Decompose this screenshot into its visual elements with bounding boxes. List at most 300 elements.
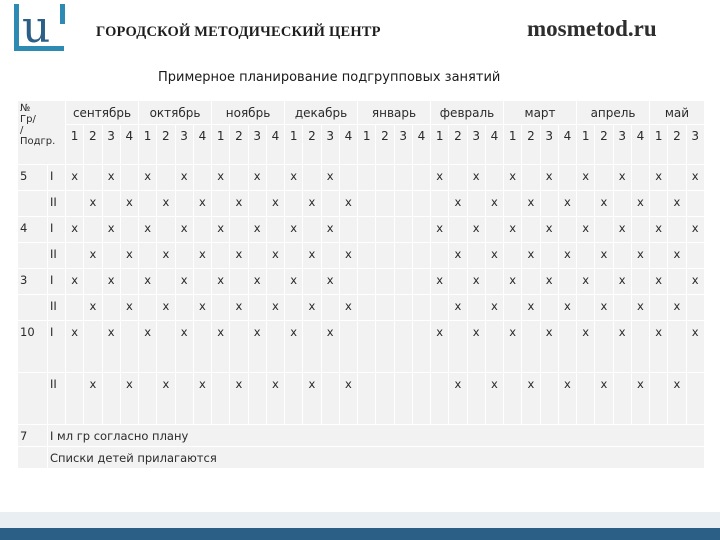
week-number: 2 <box>595 125 613 165</box>
plan-cell <box>686 243 704 269</box>
plan-cell <box>485 217 503 243</box>
plan-mark: х <box>650 321 668 373</box>
week-number: 1 <box>139 125 157 165</box>
plan-cell <box>358 321 376 373</box>
plan-mark: х <box>650 165 668 191</box>
plan-cell <box>412 217 430 243</box>
plan-mark: х <box>175 217 193 243</box>
plan-cell <box>157 217 175 243</box>
plan-cell <box>66 191 84 217</box>
plan-cell <box>266 217 284 243</box>
plan-cell <box>230 321 248 373</box>
note-row <box>18 447 705 469</box>
plan-mark: х <box>595 373 613 425</box>
plan-mark: х <box>431 269 449 295</box>
plan-cell <box>522 165 540 191</box>
plan-cell <box>285 295 303 321</box>
plan-mark: х <box>686 217 704 243</box>
subgroup-number: I <box>48 217 66 243</box>
week-number: 3 <box>248 125 266 165</box>
plan-mark: х <box>193 191 211 217</box>
plan-cell <box>412 321 430 373</box>
plan-cell <box>175 243 193 269</box>
plan-cell <box>394 373 412 425</box>
plan-mark: х <box>157 191 175 217</box>
plan-cell <box>595 269 613 295</box>
plan-cell <box>120 217 138 243</box>
plan-cell <box>449 165 467 191</box>
group-number: 4 <box>18 217 48 243</box>
plan-mark: х <box>120 191 138 217</box>
plan-mark: х <box>303 295 321 321</box>
plan-mark: х <box>522 373 540 425</box>
plan-cell <box>285 191 303 217</box>
plan-cell <box>504 373 522 425</box>
plan-cell <box>394 243 412 269</box>
plan-mark: х <box>577 321 595 373</box>
plan-mark: х <box>212 321 230 373</box>
plan-cell <box>175 295 193 321</box>
plan-mark: х <box>175 165 193 191</box>
week-number: 4 <box>193 125 211 165</box>
plan-cell <box>212 373 230 425</box>
group-number <box>18 191 48 217</box>
plan-cell <box>467 191 485 217</box>
subgroup-number: I <box>48 165 66 191</box>
plan-cell <box>668 321 686 373</box>
plan-mark: х <box>668 295 686 321</box>
plan-cell <box>431 243 449 269</box>
plan-mark: х <box>102 165 120 191</box>
plan-mark: х <box>139 269 157 295</box>
plan-mark: х <box>84 243 102 269</box>
week-number: 4 <box>631 125 649 165</box>
plan-cell <box>212 295 230 321</box>
plan-cell <box>540 191 558 217</box>
plan-mark: х <box>668 373 686 425</box>
plan-cell <box>431 373 449 425</box>
week-number: 1 <box>358 125 376 165</box>
week-number: 3 <box>686 125 704 165</box>
plan-cell <box>577 373 595 425</box>
plan-mark: х <box>485 373 503 425</box>
plan-mark: х <box>431 321 449 373</box>
plan-mark: х <box>285 217 303 243</box>
week-number: 3 <box>467 125 485 165</box>
plan-cell <box>431 295 449 321</box>
week-number: 2 <box>522 125 540 165</box>
plan-cell <box>303 269 321 295</box>
plan-cell <box>102 373 120 425</box>
note-text: Списки детей прилагаются <box>48 447 705 469</box>
plan-mark: х <box>449 295 467 321</box>
plan-cell <box>613 243 631 269</box>
plan-mark: х <box>339 243 357 269</box>
plan-cell <box>522 217 540 243</box>
plan-cell <box>522 321 540 373</box>
group-number: 10 <box>18 321 48 373</box>
plan-cell <box>84 321 102 373</box>
plan-mark: х <box>467 165 485 191</box>
plan-cell <box>595 321 613 373</box>
plan-cell <box>686 373 704 425</box>
plan-cell <box>266 165 284 191</box>
plan-cell <box>230 269 248 295</box>
plan-mark: х <box>485 295 503 321</box>
week-number: 2 <box>230 125 248 165</box>
month-header: апрель <box>577 101 650 125</box>
plan-mark: х <box>285 269 303 295</box>
table-row <box>18 217 705 243</box>
plan-cell <box>540 295 558 321</box>
plan-mark: х <box>66 269 84 295</box>
plan-mark: х <box>449 243 467 269</box>
plan-cell <box>193 321 211 373</box>
month-header: октябрь <box>139 101 212 125</box>
plan-mark: х <box>84 295 102 321</box>
plan-mark: х <box>558 295 576 321</box>
plan-mark: х <box>248 269 266 295</box>
plan-mark: х <box>84 373 102 425</box>
plan-mark: х <box>577 217 595 243</box>
plan-mark: х <box>577 165 595 191</box>
plan-cell <box>248 191 266 217</box>
plan-cell <box>394 165 412 191</box>
plan-cell <box>631 269 649 295</box>
footer-band <box>0 512 720 528</box>
plan-mark: х <box>504 269 522 295</box>
plan-mark: х <box>266 191 284 217</box>
plan-mark: х <box>650 217 668 243</box>
plan-cell <box>449 321 467 373</box>
plan-mark: х <box>613 269 631 295</box>
plan-cell <box>303 217 321 243</box>
plan-cell <box>394 295 412 321</box>
plan-mark: х <box>321 217 339 243</box>
plan-mark: х <box>139 321 157 373</box>
plan-cell <box>139 191 157 217</box>
plan-cell <box>193 269 211 295</box>
subgroup-number: II <box>48 373 66 425</box>
plan-cell <box>139 373 157 425</box>
plan-cell <box>394 269 412 295</box>
plan-cell <box>668 269 686 295</box>
plan-cell <box>358 269 376 295</box>
table-row <box>18 321 705 373</box>
plan-cell <box>376 165 394 191</box>
plan-mark: х <box>504 321 522 373</box>
plan-cell <box>248 373 266 425</box>
week-number: 1 <box>504 125 522 165</box>
plan-mark: х <box>212 217 230 243</box>
plan-mark: х <box>540 165 558 191</box>
plan-cell <box>321 295 339 321</box>
plan-cell <box>212 243 230 269</box>
plan-cell <box>102 191 120 217</box>
plan-mark: х <box>595 191 613 217</box>
plan-mark: х <box>175 269 193 295</box>
plan-mark: х <box>540 321 558 373</box>
plan-cell <box>339 321 357 373</box>
plan-cell <box>230 165 248 191</box>
plan-mark: х <box>248 165 266 191</box>
plan-cell <box>120 165 138 191</box>
note-row <box>18 425 705 447</box>
week-number: 2 <box>449 125 467 165</box>
plan-cell <box>412 373 430 425</box>
month-header: февраль <box>431 101 504 125</box>
subgroup-number: II <box>48 243 66 269</box>
plan-cell <box>376 373 394 425</box>
plan-mark: х <box>157 295 175 321</box>
plan-cell <box>412 269 430 295</box>
plan-mark: х <box>321 321 339 373</box>
plan-mark: х <box>139 165 157 191</box>
document-title: Примерное планирование подгрупповых занятий <box>158 70 501 85</box>
plan-cell <box>412 243 430 269</box>
plan-mark: х <box>631 243 649 269</box>
group-number <box>18 373 48 425</box>
plan-cell <box>376 321 394 373</box>
org-name: ГОРОДСКОЙ МЕТОДИЧЕСКИЙ ЦЕНТР <box>96 24 381 40</box>
plan-mark: х <box>266 295 284 321</box>
plan-mark: х <box>230 373 248 425</box>
footer-bar <box>0 528 720 540</box>
plan-cell <box>540 373 558 425</box>
plan-mark: х <box>467 269 485 295</box>
plan-cell <box>595 165 613 191</box>
plan-cell <box>613 191 631 217</box>
week-number: 1 <box>212 125 230 165</box>
table-row <box>18 373 705 425</box>
plan-cell <box>449 269 467 295</box>
plan-cell <box>84 269 102 295</box>
plan-cell <box>193 165 211 191</box>
plan-mark: х <box>139 217 157 243</box>
plan-cell <box>321 373 339 425</box>
group-number <box>18 447 48 469</box>
week-number: 1 <box>285 125 303 165</box>
plan-mark: х <box>193 295 211 321</box>
plan-cell <box>449 217 467 243</box>
week-number: 3 <box>102 125 120 165</box>
plan-mark: х <box>467 321 485 373</box>
plan-cell <box>613 295 631 321</box>
plan-mark: х <box>613 217 631 243</box>
plan-mark: х <box>522 243 540 269</box>
plan-cell <box>175 191 193 217</box>
week-number: 2 <box>157 125 175 165</box>
plan-cell <box>358 243 376 269</box>
plan-cell <box>504 191 522 217</box>
plan-mark: х <box>558 191 576 217</box>
plan-cell <box>339 217 357 243</box>
plan-mark: х <box>613 321 631 373</box>
plan-cell <box>358 165 376 191</box>
plan-cell <box>631 217 649 243</box>
group-number <box>18 295 48 321</box>
plan-cell <box>266 269 284 295</box>
plan-cell <box>66 373 84 425</box>
plan-mark: х <box>157 373 175 425</box>
plan-cell <box>339 269 357 295</box>
month-header: январь <box>358 101 431 125</box>
plan-cell <box>650 373 668 425</box>
plan-cell <box>285 243 303 269</box>
table-row <box>18 165 705 191</box>
week-number: 3 <box>321 125 339 165</box>
week-number: 4 <box>120 125 138 165</box>
plan-cell <box>303 165 321 191</box>
plan-cell <box>650 191 668 217</box>
week-number: 4 <box>412 125 430 165</box>
plan-cell <box>412 191 430 217</box>
plan-mark: х <box>230 243 248 269</box>
plan-mark: х <box>66 321 84 373</box>
plan-cell <box>650 295 668 321</box>
plan-mark: х <box>339 373 357 425</box>
plan-cell <box>595 217 613 243</box>
plan-cell <box>230 217 248 243</box>
plan-cell <box>84 217 102 243</box>
plan-cell <box>668 165 686 191</box>
plan-mark: х <box>193 243 211 269</box>
plan-cell <box>504 295 522 321</box>
plan-mark: х <box>212 165 230 191</box>
month-header: март <box>504 101 577 125</box>
plan-cell <box>358 191 376 217</box>
plan-cell <box>686 295 704 321</box>
table-row <box>18 191 705 217</box>
plan-mark: х <box>631 191 649 217</box>
plan-mark: х <box>102 321 120 373</box>
plan-mark: х <box>431 217 449 243</box>
plan-cell <box>248 243 266 269</box>
table-row <box>18 269 705 295</box>
site-url[interactable]: mosmetod.ru <box>527 16 657 41</box>
corner-label: № Гр/ / Подгр. <box>18 101 66 165</box>
plan-cell <box>303 321 321 373</box>
plan-mark: х <box>522 295 540 321</box>
plan-mark: х <box>120 243 138 269</box>
plan-mark: х <box>449 373 467 425</box>
table-row <box>18 295 705 321</box>
group-number: 3 <box>18 269 48 295</box>
plan-cell <box>631 165 649 191</box>
plan-mark: х <box>540 269 558 295</box>
plan-mark: х <box>321 269 339 295</box>
plan-cell <box>120 269 138 295</box>
plan-cell <box>321 191 339 217</box>
plan-cell <box>120 321 138 373</box>
plan-mark: х <box>303 191 321 217</box>
week-number: 4 <box>558 125 576 165</box>
plan-cell <box>558 269 576 295</box>
plan-mark: х <box>668 191 686 217</box>
plan-cell <box>540 243 558 269</box>
plan-cell <box>558 321 576 373</box>
plan-cell <box>157 165 175 191</box>
plan-cell <box>358 295 376 321</box>
week-number: 3 <box>175 125 193 165</box>
week-number: 1 <box>431 125 449 165</box>
plan-mark: х <box>577 269 595 295</box>
plan-mark: х <box>449 191 467 217</box>
plan-mark: х <box>467 217 485 243</box>
plan-mark: х <box>339 295 357 321</box>
plan-cell <box>339 165 357 191</box>
plan-cell <box>485 321 503 373</box>
week-number: 3 <box>613 125 631 165</box>
plan-cell <box>285 373 303 425</box>
plan-mark: х <box>558 373 576 425</box>
plan-mark: х <box>595 243 613 269</box>
plan-mark: х <box>230 295 248 321</box>
plan-cell <box>266 321 284 373</box>
plan-mark: х <box>303 373 321 425</box>
plan-mark: х <box>266 243 284 269</box>
month-header: май <box>650 101 705 125</box>
plan-mark: х <box>485 191 503 217</box>
week-number: 2 <box>376 125 394 165</box>
plan-mark: х <box>431 165 449 191</box>
plan-cell <box>102 295 120 321</box>
plan-mark: х <box>102 269 120 295</box>
plan-cell <box>522 269 540 295</box>
plan-cell <box>376 243 394 269</box>
plan-cell <box>358 217 376 243</box>
plan-cell <box>394 321 412 373</box>
plan-cell <box>212 191 230 217</box>
plan-mark: х <box>193 373 211 425</box>
plan-cell <box>467 373 485 425</box>
plan-mark: х <box>120 295 138 321</box>
plan-cell <box>467 243 485 269</box>
plan-cell <box>650 243 668 269</box>
plan-cell <box>157 321 175 373</box>
plan-cell <box>66 243 84 269</box>
plan-cell <box>686 191 704 217</box>
plan-cell <box>668 217 686 243</box>
plan-cell <box>412 165 430 191</box>
plan-cell <box>139 243 157 269</box>
plan-cell <box>394 217 412 243</box>
plan-cell <box>558 165 576 191</box>
plan-cell <box>193 217 211 243</box>
plan-mark: х <box>504 165 522 191</box>
plan-mark: х <box>266 373 284 425</box>
subgroup-number: II <box>48 191 66 217</box>
planning-table <box>17 100 705 469</box>
plan-mark: х <box>504 217 522 243</box>
plan-cell <box>613 373 631 425</box>
week-number: 4 <box>266 125 284 165</box>
group-number: 5 <box>18 165 48 191</box>
week-number: 3 <box>394 125 412 165</box>
plan-mark: х <box>631 295 649 321</box>
plan-cell <box>66 295 84 321</box>
plan-cell <box>175 373 193 425</box>
subgroup-number: I <box>48 321 66 373</box>
plan-mark: х <box>339 191 357 217</box>
mgmc-logo-icon: u <box>14 4 66 52</box>
plan-mark: х <box>248 321 266 373</box>
plan-cell <box>485 269 503 295</box>
plan-cell <box>84 165 102 191</box>
plan-cell <box>558 217 576 243</box>
plan-mark: х <box>303 243 321 269</box>
week-number: 1 <box>650 125 668 165</box>
